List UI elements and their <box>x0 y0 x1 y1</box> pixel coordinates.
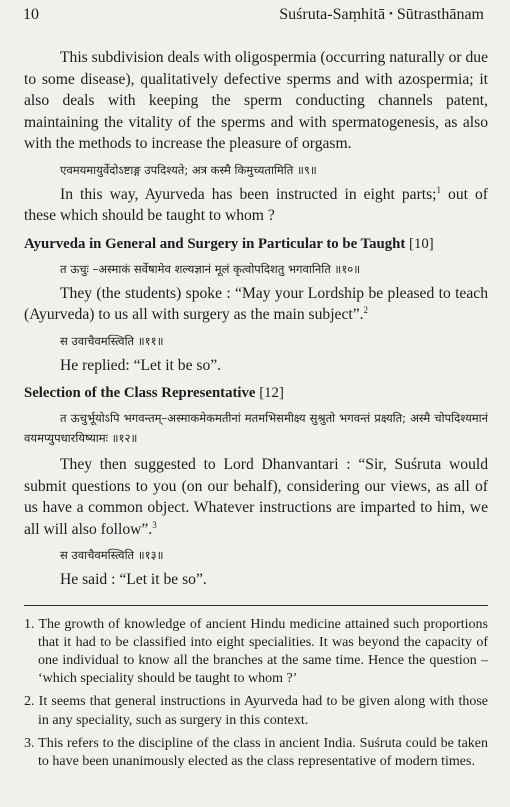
separator-dot: • <box>389 8 393 20</box>
running-head <box>279 6 484 24</box>
footnote: 2. It seems that general instructions in Ayurveda had to be given along with those in any speciality, such as surgery in this context. <box>24 694 488 728</box>
heading-number: [10] <box>409 235 434 252</box>
footnote-divider <box>24 605 488 606</box>
section-title: Sūtrasthānam <box>396 6 484 23</box>
paragraph-text: In this way, Ayurveda has been instructed in eight parts; <box>60 185 437 203</box>
sanskrit-verse-13: स उवाचैवमस्त्विति ॥१३॥ <box>60 548 164 562</box>
sanskrit-verse-9: एवमयमायुर्वेदोऽष्टाङ्ग उपदिश्यते; अत्र कस्मै किमुच्यतामिति ॥९॥ <box>60 162 317 177</box>
heading-number: [12] <box>259 385 284 401</box>
footnote: 1. The growth of knowledge of ancient Hindu medicine attained such proportions that it had to be classified into eight specialities. It was beyond the capacity of one individual to know all the branches at the same time. Hence the question – ‘which speciality should be taught to whom ?’ <box>24 616 488 687</box>
paragraph: This subdivision deals with oligospermia (occurring naturally or due to some disease), qualitatively defective sperms and with azospermia; it also deals with keeping the sperm conducting channels patent, maintaining the vitality of the sperms and with spermatogenesis, as also with the methods to increase the pleasure of orgasm. <box>24 49 488 152</box>
page-number: 10 <box>23 6 39 23</box>
heading-text: Ayurveda in General and Surgery in Particular to be Taught <box>24 235 406 252</box>
paragraph: He said : “Let it be so”. <box>60 571 207 588</box>
paragraph: He replied: “Let it be so”. <box>60 356 222 374</box>
paragraph-text: They then suggested to Lord Dhanvantari : “Sir, Suśruta would submit questions to you (on our behalf), considering our views, as all of us have a common object. Whatever instructions are imparted to him, we all will also follow”. <box>24 456 488 538</box>
section-heading <box>24 383 488 403</box>
footnote-ref-3: 3 <box>152 519 157 530</box>
page-body <box>24 47 488 776</box>
sanskrit-verse-10: त ऊचुः –अस्माकं सर्वेषामेव शल्यज्ञानं मूलं कृत्वोपदिशतु भगवानिति ॥१०॥ <box>60 261 361 276</box>
sanskrit-verse-11: स उवाचैवमस्त्विति ॥११॥ <box>60 333 164 348</box>
paragraph <box>24 283 488 326</box>
sanskrit-verse-12: त ऊचुर्भूयोऽपि भगवन्तम्–अस्माकमेकमतीनां मतमभिसमीक्ष्य सुश्रुतो भगवन्तं प्रक्ष्यति; अस्मै चोपदिश्यमानं वयमप्युपधारयिष्यामः ॥१२॥ <box>24 411 488 445</box>
paragraph <box>24 184 488 227</box>
heading-text: Selection of the Class Representative <box>24 385 256 401</box>
paragraph <box>24 454 488 540</box>
paragraph-text: They (the students) spoke : “May your Lordship be pleased to teach (Ayurveda) to us all with surgery as the main subject”. <box>24 284 488 323</box>
book-title: Suśruta-Saṃhitā <box>279 6 386 23</box>
section-heading <box>24 234 488 254</box>
footnote-ref-1: 1 <box>436 184 442 195</box>
footnote: 3. This refers to the discipline of the class in ancient India. Suśruta could be taken to have been unanimously elected as the class representative of modern times. <box>24 735 488 769</box>
paragraph-text: out of these which should be taught to whom ? <box>24 185 488 224</box>
footnote-ref-2: 2 <box>363 304 369 315</box>
